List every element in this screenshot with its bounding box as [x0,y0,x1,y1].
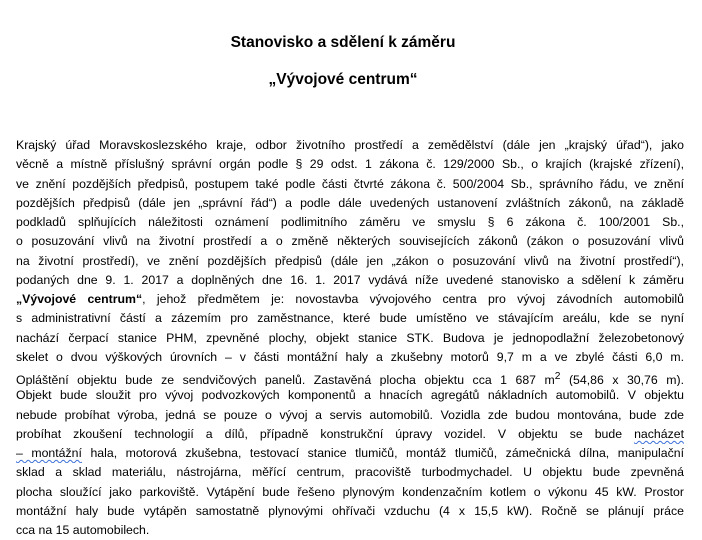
area-superscript: 2 [554,371,561,382]
body-line: pozdějších předpisů (dále jen „správní řád“) a podle dále uvedených ustanovení zvláštních zákonů, na základě [16,195,684,210]
body-line-project-name [16,290,684,309]
body-line: s administrativní částí a zázemím pro zaměstnance, které bude umístěno ve stávajícím areálu, kde se nyní [16,311,684,326]
body-line-spellcheck-1 [16,425,684,444]
document-body [16,136,684,540]
body-line-spellcheck-2 [16,444,684,463]
body-line: ve znění pozdějších předpisů, postupem také podle části čtvrté zákona č. 500/2004 Sb., správního řádu, ve znění [16,176,684,191]
body-line: věcně a místně příslušný správní orgán podle § 29 odst. 1 zákona č. 129/2000 Sb., o krajích (krajské zřízení), [16,157,684,172]
body-line: Krajský úřad Moravskoslezského kraje, odbor životního prostředí a zemědělství (dále jen „krajský úřad“), jako [16,138,684,152]
body-line: na životní prostředí), ve znění pozdějších předpisů (dále jen „zákon o posuzování vlivů na životní prostředí“), [16,253,684,268]
body-line: o posuzování vlivů na životní prostředí a o změně některých souvisejících zákonů (zákon o posuzování vlivů [16,234,684,249]
body-line: nebude probíhat výroba, jedná se pouze o vývoj a servis automobilů. Vozidla zde budou montována, bude zde [16,407,684,422]
body-line: podaných dne 9. 1. 2017 a doplněných dne 16. 1. 2017 vydává níže uvedené stanovisko a sdělení k záměru [16,272,684,287]
body-line: podkladů splňujících náležitosti oznámení podlimitního záměru ve smyslu § 6 zákona č. 100/2001 Sb., [16,215,684,229]
body-line-area [16,367,684,386]
spellcheck-flagged-word[interactable]: – montážní [16,446,82,460]
body-line: nachází čerpací stanice PHM, zpevněné plochy, objekt stanice STK. Budova je jednopodlažní železobetonový [16,330,684,345]
area-after: (54,86 x 30,76 m). [560,373,684,387]
spellcheck-flagged-word[interactable]: nacházet [634,426,684,441]
body-line: Objekt bude sloužit pro vývoj podvozkových komponentů a hnacích agregátů nákladních automobilů. V objektu [16,388,684,403]
area-before: Opláštění objektu bude ze sendvičových panelů. Zastavěná plocha objektu cca 1 687 m [16,373,555,387]
spell-line-after: hala, motorová zkušebna, testovací stanice tlumičů, montáž tlumičů, zámečnická dílna, manipulační [81,446,684,460]
project-name-rest: , jehož předmětem je: novostavba vývojového centra pro vývoj závodních automobilů [142,292,684,306]
document-subtitle: „Vývojové centrum“ [268,71,418,88]
spell-line-before: probíhat zkoušení technologií a dílů, případně konstrukční úpravy vozidel. V objektu se bude [16,426,635,441]
body-line: montážní haly bude vytápěn samostatně plynovými ohřívači vzduchu (4 x 15,5 kW). Ročně se plánují práce [16,503,684,518]
project-name-bold: „Vývojové centrum“ [16,292,143,306]
body-line-last: cca na 15 automobilech. [16,523,150,537]
body-line: skelet o dvou výškových úrovních – v části montážní haly a zkušebny motorů 9,7 m a ve zbylé části 6,0 m. [16,349,684,364]
document-title: Stanovisko a sdělení k záměru [230,34,456,51]
body-line: sklad a sklad materiálu, nástrojárna, měřící centrum, pracoviště turbodmychadel. U objektu bude zpevněná [16,465,684,480]
body-line: plocha sloužící jako parkoviště. Vytápění bude řešeno plynovým kondenzačním kotlem o výkonu 45 kW. Prostor [16,484,684,499]
